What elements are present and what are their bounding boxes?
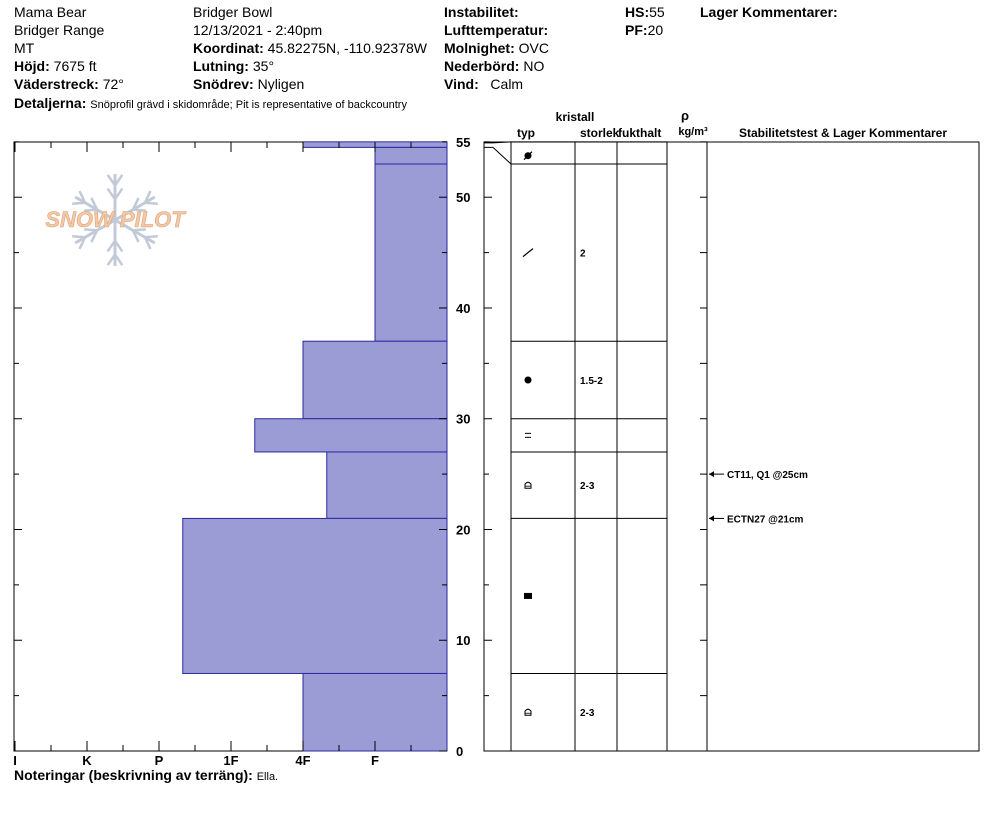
snow-height-label: HS: <box>625 4 650 20</box>
hardness-tick-label: F <box>371 753 379 768</box>
depth-tick-label: 40 <box>456 300 471 316</box>
elevation-value: 7675 ft <box>53 58 97 74</box>
notes <box>14 766 278 786</box>
hardness-tick-label: K <box>82 753 92 768</box>
size-heading: storlek <box>580 126 620 140</box>
depth-tick-label: 10 <box>456 633 471 649</box>
depth-tick-label: 55 <box>456 134 471 150</box>
aspect-value: 72° <box>102 76 124 92</box>
area-name: Bridger Bowl <box>193 4 273 20</box>
stability-heading: Stabilitetstest & Lager Kommentarer <box>738 126 948 140</box>
notes-label: Noteringar (beskrivning av terräng): <box>14 767 253 783</box>
grain-size-label: 2-3 <box>580 481 595 493</box>
grain-type-faceted-icon <box>525 482 531 488</box>
location-name: Mama Bear <box>14 4 87 20</box>
hardness-tick-label: 1F <box>223 753 239 768</box>
grain-size-label: 2 <box>580 248 586 260</box>
sky-cover-label: Molnighet: <box>444 40 515 56</box>
stability-test-label: ECTN27 @21cm <box>727 514 804 526</box>
slope-label: Lutning: <box>193 58 249 74</box>
state: MT <box>14 40 35 56</box>
grain-type-rounded-icon <box>525 376 532 383</box>
snowflake-branch <box>145 203 158 204</box>
snowflake-branch <box>145 236 158 237</box>
stability-arrow-head-icon <box>709 515 714 521</box>
depth-tick-label: 30 <box>456 411 471 427</box>
depth-tick-label: 0 <box>456 744 464 759</box>
moisture-heading: fukthalt <box>618 126 662 140</box>
type-heading: typ <box>517 126 535 140</box>
hardness-tick-label: I <box>13 753 17 768</box>
coordinates-label: Koordinat: <box>193 40 264 56</box>
wind-loading-label: Snödrev: <box>193 76 254 92</box>
hardness-tick-label: P <box>154 753 164 768</box>
grain-type-crust-icon <box>525 433 531 437</box>
hardness-bar <box>375 147 447 164</box>
hardness-bar <box>327 452 447 518</box>
air-temperature-label: Lufttemperatur: <box>444 22 549 38</box>
depth-tick-label: 50 <box>456 190 471 206</box>
grain-type-precip-icon <box>523 249 533 257</box>
instability-label: Instabilitet: <box>444 4 519 20</box>
precipitation-label: Nederbörd: <box>444 58 520 74</box>
hardness-bar <box>375 164 447 341</box>
details-label: Detaljerna: <box>14 95 87 111</box>
grain-type-melt-freeze-icon <box>524 593 532 599</box>
wind-loading-value: Nyligen <box>257 76 305 92</box>
snowflake-branch <box>72 236 85 237</box>
rho-heading: ρ <box>680 108 690 123</box>
hardness-bar <box>183 518 447 673</box>
slope-value: 35° <box>252 58 275 74</box>
snowflake-branch <box>72 203 85 204</box>
grain-frame <box>484 142 979 751</box>
boundary-connector <box>484 147 511 164</box>
hardness-tick-label: 4F <box>295 753 311 768</box>
grain-type-decomposing-icon <box>524 152 532 160</box>
elevation-label: Höjd: <box>14 58 50 74</box>
layer-comments-heading: Lager Kommentarer: <box>700 4 838 20</box>
details-value: Snöprofil grävd i skidområde; Pit is representative of backcountry <box>90 99 407 111</box>
snowpilot-logo <box>45 174 186 266</box>
precipitation-value: NO <box>523 58 545 74</box>
grain-type-faceted-icon <box>525 709 531 715</box>
coordinates-value: 45.82275N, -110.92378W <box>267 40 427 56</box>
pit-depth-label: PF: <box>625 22 648 38</box>
wind-label: Vind: <box>444 76 479 92</box>
mountain-range: Bridger Range <box>14 22 105 38</box>
sky-cover-value: OVC <box>518 40 549 56</box>
grain-size-label: 2-3 <box>580 708 595 720</box>
logo-text: SNOW PILOT <box>45 207 185 232</box>
snow-height-value: 55 <box>649 4 665 20</box>
hardness-bar <box>303 673 447 751</box>
grain-size-label: 1.5-2 <box>580 375 603 387</box>
aspect-label: Väderstreck: <box>14 76 99 92</box>
crystal-heading: kristall <box>555 110 595 124</box>
hardness-bar <box>303 341 447 419</box>
notes-value: Ella. <box>256 771 279 783</box>
wind-value: Calm <box>490 76 524 92</box>
hardness-bar <box>255 419 447 452</box>
stability-arrow-head-icon <box>709 471 714 477</box>
pit-depth-value: 20 <box>647 22 664 38</box>
stability-test-label: CT11, Q1 @25cm <box>727 470 808 482</box>
depth-tick-label: 20 <box>456 522 471 538</box>
grain-table <box>484 142 979 751</box>
observation-datetime: 12/13/2021 - 2:40pm <box>193 22 323 38</box>
density-unit-heading: kg/m³ <box>678 126 708 138</box>
